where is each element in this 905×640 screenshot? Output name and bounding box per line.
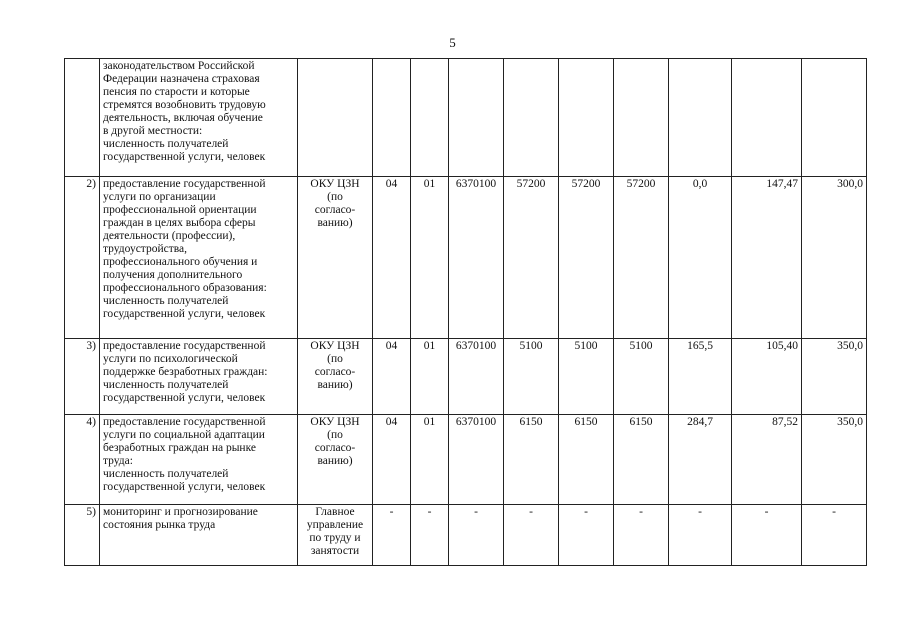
cell-c5: - [559, 505, 614, 566]
cell-c9: - [802, 505, 867, 566]
cell-c2: 01 [411, 415, 449, 505]
row-description: предоставление государственной услуги по психологической поддержке безработных граждан: численность получателей государственной услуги, человек [100, 339, 298, 415]
cell-c2: - [411, 505, 449, 566]
cell-c6: 57200 [614, 177, 669, 339]
cell-c9: 350,0 [802, 415, 867, 505]
cell-c1: - [373, 505, 411, 566]
cell-c4: 6150 [504, 415, 559, 505]
cell-c1: 04 [373, 339, 411, 415]
table-row [65, 177, 867, 339]
row-description: предоставление государственной услуги по организации профессиональной ориентации граждан в целях выбора сферы деятельности (профессии), трудоустройства, профессионального обучения и получения дополнительного профессионального образования: численность получателей государственной услуги, человек [100, 177, 298, 339]
page-number: 5 [449, 35, 456, 50]
cell-c1: 04 [373, 415, 411, 505]
table-row [65, 505, 867, 566]
table-row [65, 59, 867, 177]
row-executor: ОКУ ЦЗН (по согласо- ванию) [298, 415, 373, 505]
cell-c1: 04 [373, 177, 411, 339]
cell-c5: 57200 [559, 177, 614, 339]
row-description: предоставление государственной услуги по социальной адаптации безработных граждан на рынке труда: численность получателей государственной услуги, человек [100, 415, 298, 505]
row-number: 5) [65, 505, 100, 566]
table-row [65, 415, 867, 505]
cell-c7 [669, 59, 732, 177]
cell-c3: 6370100 [449, 177, 504, 339]
cell-c9: 300,0 [802, 177, 867, 339]
row-number [65, 59, 100, 177]
row-number: 2) [65, 177, 100, 339]
cell-c7: 0,0 [669, 177, 732, 339]
cell-c4: - [504, 505, 559, 566]
cell-c6: 5100 [614, 339, 669, 415]
cell-c3: 6370100 [449, 339, 504, 415]
row-number: 4) [65, 415, 100, 505]
row-description: законодательством Российской Федерации назначена страховая пенсия по старости и которые стремятся возобновить трудовую деятельность, включая обучение в другой местности: численность получателей государственной услуги, человек [100, 59, 298, 177]
cell-c1 [373, 59, 411, 177]
cell-c4: 57200 [504, 177, 559, 339]
cell-c9 [802, 59, 867, 177]
cell-c4: 5100 [504, 339, 559, 415]
table-body [65, 59, 867, 566]
cell-c9: 350,0 [802, 339, 867, 415]
row-executor: Главное управление по труду и занятости [298, 505, 373, 566]
cell-c8: 105,40 [732, 339, 802, 415]
cell-c6 [614, 59, 669, 177]
cell-c2: 01 [411, 339, 449, 415]
cell-c6: - [614, 505, 669, 566]
cell-c8: 87,52 [732, 415, 802, 505]
cell-c7: 165,5 [669, 339, 732, 415]
cell-c8: 147,47 [732, 177, 802, 339]
cell-c5: 5100 [559, 339, 614, 415]
program-table [64, 58, 867, 566]
table-row [65, 339, 867, 415]
cell-c8: - [732, 505, 802, 566]
row-executor: ОКУ ЦЗН (по согласо- ванию) [298, 339, 373, 415]
cell-c2: 01 [411, 177, 449, 339]
row-description: мониторинг и прогнозирование состояния рынка труда [100, 505, 298, 566]
row-executor [298, 59, 373, 177]
cell-c3: 6370100 [449, 415, 504, 505]
cell-c5: 6150 [559, 415, 614, 505]
row-number: 3) [65, 339, 100, 415]
cell-c3 [449, 59, 504, 177]
cell-c7: 284,7 [669, 415, 732, 505]
cell-c4 [504, 59, 559, 177]
cell-c3: - [449, 505, 504, 566]
cell-c7: - [669, 505, 732, 566]
cell-c6: 6150 [614, 415, 669, 505]
cell-c5 [559, 59, 614, 177]
cell-c8 [732, 59, 802, 177]
cell-c2 [411, 59, 449, 177]
row-executor: ОКУ ЦЗН (по согласо- ванию) [298, 177, 373, 339]
